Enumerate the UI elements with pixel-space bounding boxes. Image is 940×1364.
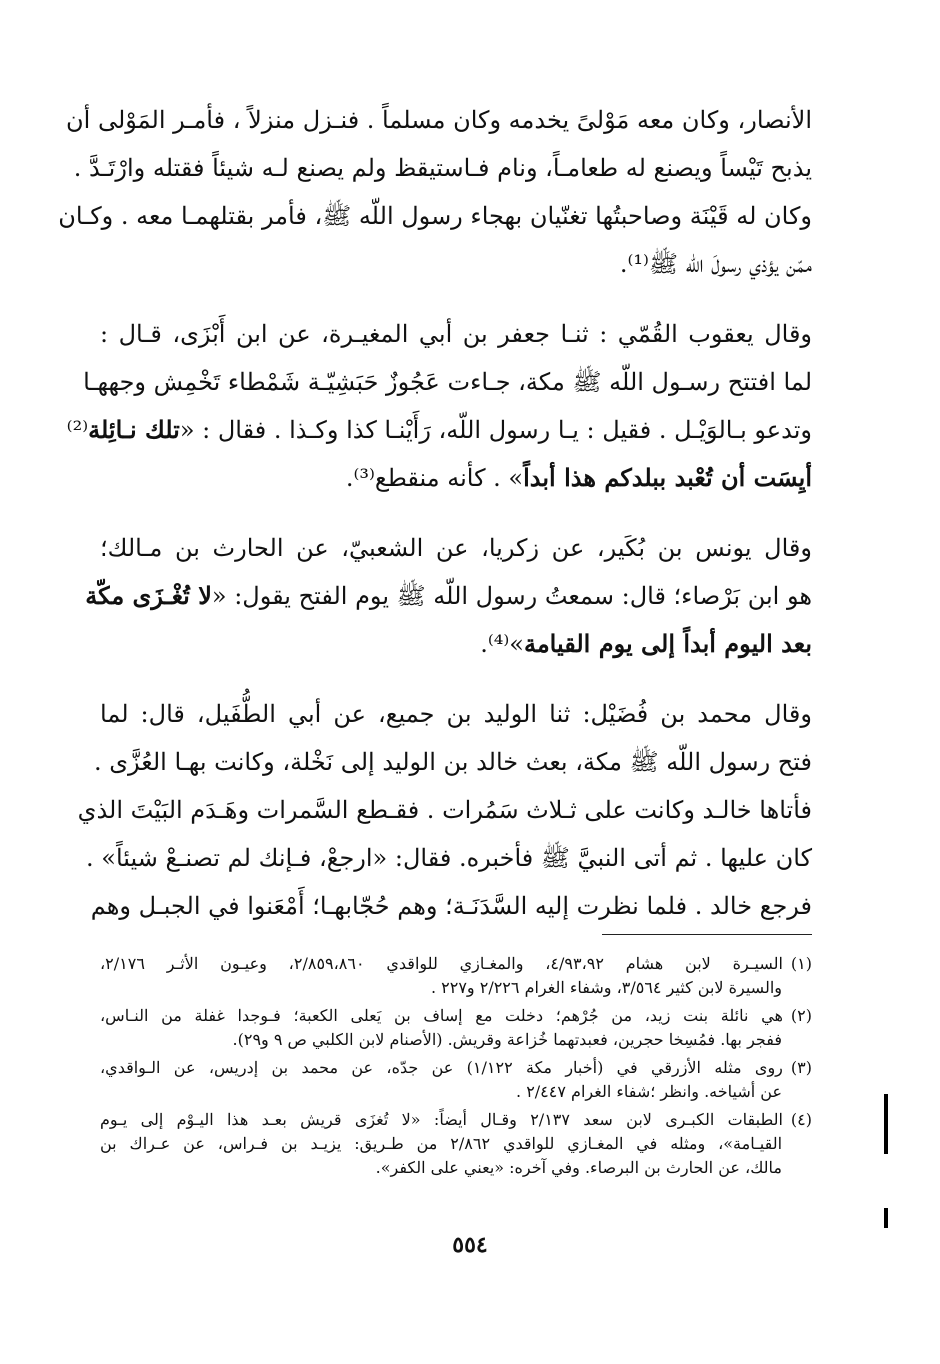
footnote-line: ففجر بها. فمُسِخا حجرين، فعبدتهما خُزاعة وقريش. (الأصنام لابن الكلبي ص ٩ و٢٩).: [232, 1030, 782, 1049]
paragraph-2: [66, 310, 813, 502]
text-line: [85, 572, 812, 620]
footnote-3: [100, 1056, 812, 1104]
footnote-line: عن أشياخه. وانظر ؛شفاء الغرام ٢/٤٤٧ .: [516, 1082, 782, 1101]
paragraph-1: [58, 96, 812, 288]
margin-mark: [884, 1208, 888, 1228]
footnote-line: [100, 1056, 812, 1080]
footnote-text: السيـرة لابن هشام ٤/٩٣،٩٢، والمغـازي للواقدي ٢/٨٥٩،٨٦٠، وعيـون الأثـر ٢/١٧٦،: [100, 954, 783, 973]
footnote-line: والسيرة لابن كثير ٣/٥٦٤، وشفاء الغرام ٢/٢٢٦ و٢٢٧ .: [430, 978, 782, 997]
text-line: وكان له قَيْنَة وصاحبتُها تغنّيان بهجاء رسول اللّه ﷺ، فأمر بقتلهمـا معه . وكـان: [58, 202, 812, 230]
margin-mark: [884, 1094, 888, 1154]
footnote-2: [100, 1004, 812, 1052]
text-line: كان عليها . ثم أتى النبيَّ ﷺ فأخبره. فقال: «ارجعْ، فـإنك لم تصنـعْ شيئاً» .: [86, 844, 812, 872]
main-text: [58, 96, 813, 930]
footnotes: [100, 952, 812, 1184]
text-line: [100, 454, 812, 502]
hadith-quote: بعد اليوم أبداً إلى يوم القيامة: [523, 629, 812, 658]
text-line: فأتاها خالـد وكانت على ثـلاث سَمُرات . فقـطع السَّمرات وهَـدَم البَيْتَ الذي: [77, 796, 812, 824]
footnote-ref: ⁽²⁾: [66, 416, 89, 444]
footnote-line: [100, 1004, 812, 1028]
footnote-text: الطبقات الكبـرى لابن سعد ٢/١٣٧ وقـال أيضاً: «لا تُغزَى قريش بعـد هذا اليـوْم إلى يـوم: [100, 1110, 783, 1129]
text-line: الأنصار، وكان معه مَوْلىً يخدمه وكان مسلماً . فنـزل منزلاً ، فأمـر المَوْلى أن: [66, 106, 812, 134]
text-segment: هو ابن بَرْصاء؛ قال: سمعتُ رسول اللّه ﷺ يوم الفتح يقول: «: [211, 582, 812, 610]
footnote-line: مالك، عن الحارث بن البرصاء. وفي آخره: «يعني على الكفر».: [375, 1158, 782, 1177]
footnote-text: روى مثله الأزرقي في (أخبار مكة ١/١٢٢) عن جدّه، عن محمد بن إدريس، عن الـواقدي،: [100, 1058, 783, 1077]
paragraph-3: [85, 524, 812, 668]
text-line: وقال محمد بن فُضَيْل: ثنا الوليد بن جميع، عن أبي الطُّفَيل، قال: لما: [100, 700, 812, 728]
hadith-quote: تلك نـائِلة: [88, 415, 180, 444]
footnote-number: (٢): [790, 1006, 812, 1025]
text-line: وقال يونس بن بُكَير، عن زكريا، عن الشعبيّ، عن الحارث بن مـالك؛: [100, 534, 812, 562]
footnote-4: [100, 1108, 812, 1180]
text-line: ممّن يؤذي رسولَ اللّه ﷺ⁽¹⁾.: [619, 250, 812, 278]
page-number: ٥٥٤: [452, 1232, 488, 1258]
footnote-number: (١): [790, 954, 813, 973]
text-segment: وتدعو بـالوَيْـل . فقيل : يـا رسول اللّه، رَأَيْنـا كذا وكـذا . فقال : «: [179, 416, 812, 444]
text-line: يذبح تَيْساً ويصنع له طعامـاً، ونام فـاستيقظ ولم يصنع لـه شيئاً فقتله وارْتَـدَّ .: [73, 154, 812, 182]
hadith-quote: لا تُغْـزَى مكّة: [85, 581, 212, 610]
footnote-number: (٤): [790, 1110, 812, 1129]
text-line: [100, 620, 812, 668]
footnote-number: (٣): [790, 1058, 812, 1077]
text-segment: »⁽⁴⁾.: [480, 630, 524, 658]
text-line: فتح رسول اللّه ﷺ مكة، بعث خالد بن الوليد إلى نَخْلة، وكانت بهـا العُزَّى .: [93, 748, 812, 776]
footnote-text: هي نائلة بنت زيد، من جُرْهم؛ دخلت مع إساف بن يَعلى الكعبة؛ فـوجدا غفلة من النـاس،: [100, 1006, 783, 1025]
footnote-1: [100, 952, 812, 1000]
footnote-divider: [602, 934, 812, 935]
text-line: لما افتتح رسـول اللّه ﷺ مكة، جـاءت عَجُوزٌ حَبَشِيّـة شَمْطاء تَخْمِش وجههـا: [83, 368, 812, 396]
paragraph-4: [77, 690, 812, 930]
text-segment: » . كأنه منقطع⁽³⁾.: [345, 464, 524, 492]
hadith-quote: أيِسَت أن تُعْبد ببلدكم هذا أبداً: [523, 463, 812, 492]
text-line: وقال يعقوب القُمّي : ثنـا جعفر بن أبي المغيـرة، عن ابن أَبْزَى، قـال :: [100, 320, 813, 348]
footnote-line: القيـامة»، ومثله في المغـازي للواقدي ٢/٨٦٢ من طـريق: يزيـد بن فـراس، عن عـراك بن: [100, 1134, 783, 1153]
footnote-line: [100, 1108, 812, 1132]
text-line: [66, 406, 812, 454]
footnote-line: [100, 952, 812, 976]
text-line: فرجع خالد . فلما نظرت إليه السَّدَنَـة؛ وهم حُجّابهـا؛ أَمْعَنوا في الجبـل وهم: [90, 892, 812, 920]
